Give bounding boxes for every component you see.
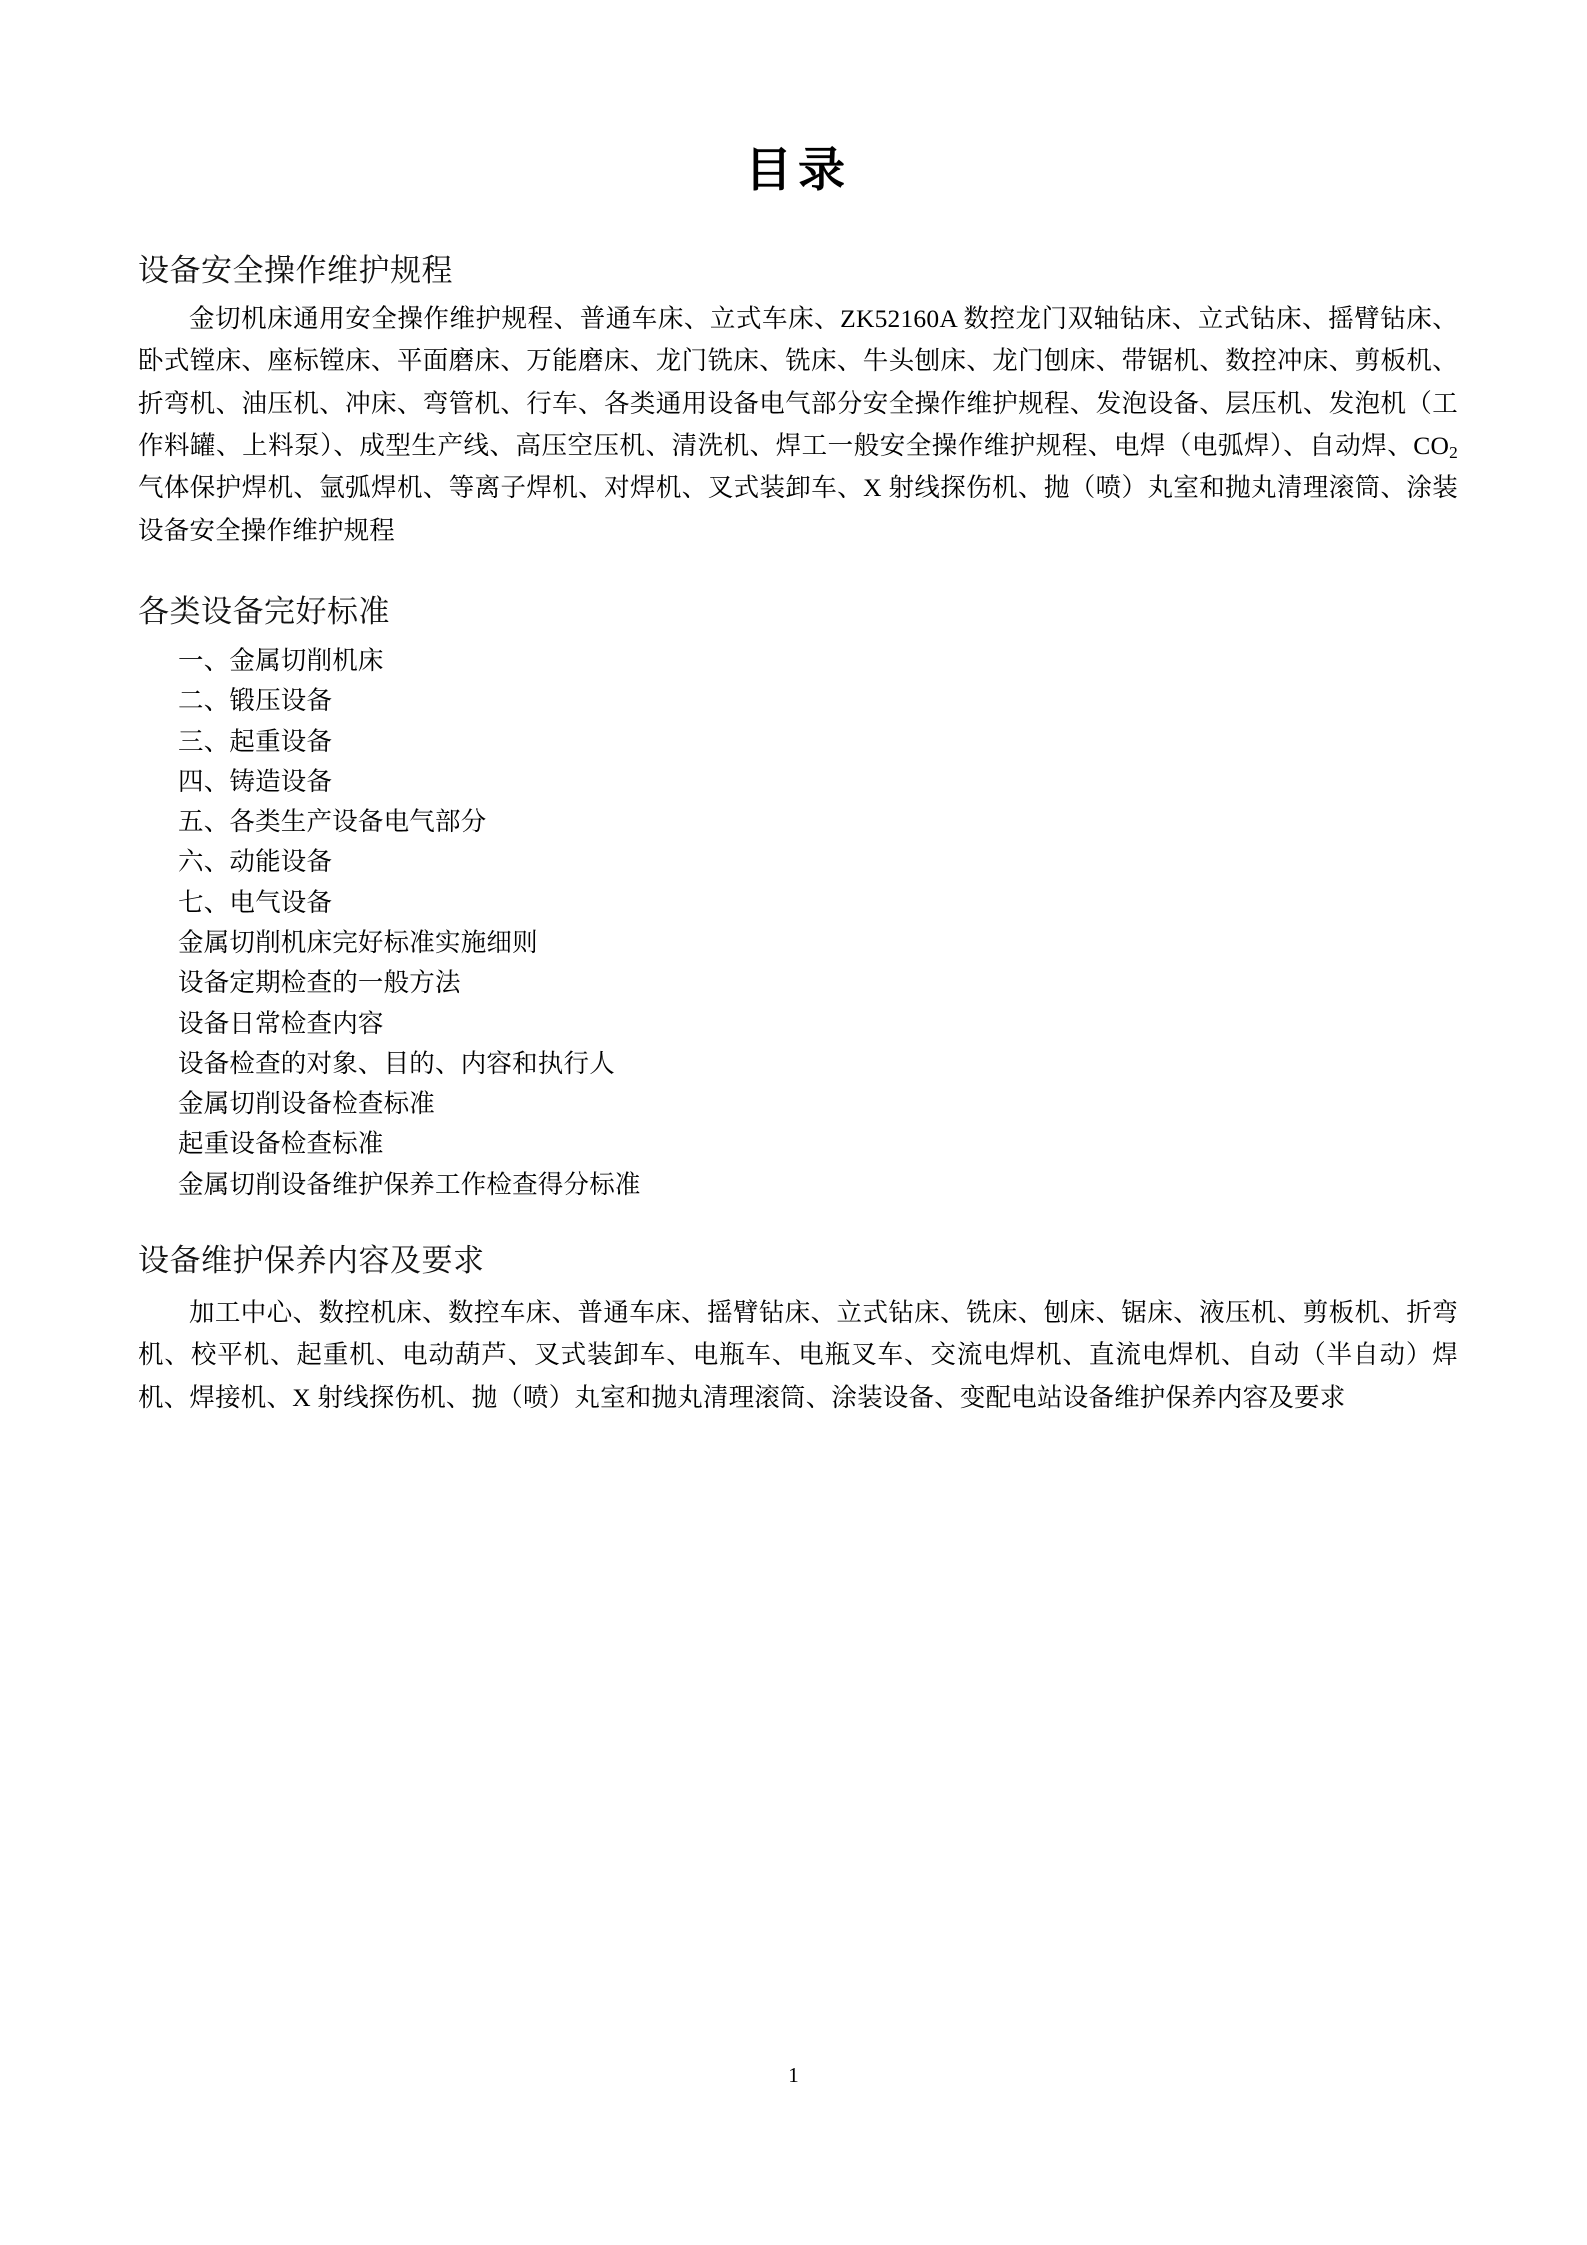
list-item: 一、金属切削机床 bbox=[178, 646, 384, 676]
section-heading-maintenance-content-requirements: 设备维护保养内容及要求 bbox=[138, 1242, 485, 1278]
list-item: 金属切削设备维护保养工作检查得分标准 bbox=[178, 1169, 641, 1199]
section-heading-equipment-condition-standards: 各类设备完好标准 bbox=[138, 594, 390, 630]
list-item: 设备检查的对象、目的、内容和执行人 bbox=[178, 1048, 615, 1078]
list-item: 四、铸造设备 bbox=[178, 766, 333, 796]
list-item: 六、动能设备 bbox=[178, 847, 333, 877]
list-item: 设备日常检查内容 bbox=[178, 1008, 384, 1038]
list-item: 起重设备检查标准 bbox=[178, 1129, 384, 1159]
page-number: 1 bbox=[788, 2063, 799, 2087]
page-content bbox=[138, 0, 1458, 1419]
toc-list-equipment-condition-standards bbox=[138, 641, 1458, 1205]
list-item: 金属切削机床完好标准实施细则 bbox=[178, 928, 538, 958]
section-paragraph-equipment-safety-operation: 金切机床通用安全操作维护规程、普通车床、立式车床、ZK52160A 数控龙门双轴钻床、立式钻床、摇臂钻床、卧式镗床、座标镗床、平面磨床、万能磨床、龙门铣床、铣床、牛头刨床、龙门刨床、带锯机、数控冲床、剪板机、折弯机、油压机、冲床、弯管机、行车、各类通用设备电气部分安全操作维护规程、发泡设备、层压机、发泡机（工作料罐、上料泵）、成型生产线、高压空压机、清洗机、焊工一般安全操作维护规程、电焊（电弧焊）、自动焊、$CO_2$ 气体保护焊机、氩弧焊机、等离子焊机、对焊机、叉式装卸车、X 射线探伤机、抛（喷）丸室和抛丸清理滚筒、涂装设备安全操作维护规程 bbox=[138, 303, 1458, 545]
section-paragraph-maintenance-content-requirements: 加工中心、数控机床、数控车床、普通车床、摇臂钻床、立式钻床、铣床、刨床、锯床、液压机、剪板机、折弯机、校平机、起重机、电动葫芦、叉式装卸车、电瓶车、电瓶叉车、交流电焊机、直流电焊机、自动（半自动）焊机、焊接机、X 射线探伤机、抛（喷）丸室和抛丸清理滚筒、涂装设备、变配电站设备维护保养内容及要求 bbox=[138, 1297, 1458, 1412]
list-item: 设备定期检查的一般方法 bbox=[178, 968, 461, 998]
page-title: 目录 bbox=[745, 145, 851, 197]
list-item: 二、锻压设备 bbox=[178, 686, 333, 716]
list-item: 七、电气设备 bbox=[178, 887, 333, 917]
list-item: 三、起重设备 bbox=[178, 726, 333, 756]
list-item: 五、各类生产设备电气部分 bbox=[178, 807, 487, 837]
list-item: 金属切削设备检查标准 bbox=[178, 1089, 436, 1119]
section-heading-equipment-safety-operation: 设备安全操作维护规程 bbox=[138, 253, 453, 288]
